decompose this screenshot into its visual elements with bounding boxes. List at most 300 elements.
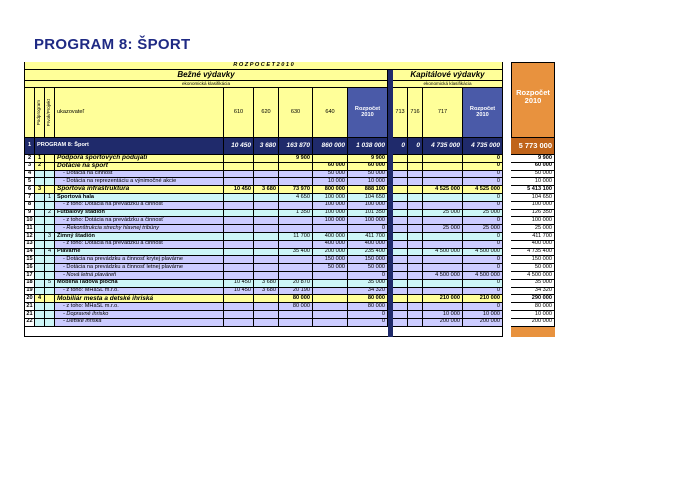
row-label: - z toho: Dotácia na prevádzku a činnosť bbox=[55, 217, 224, 225]
value-v716 bbox=[408, 256, 423, 264]
value-v620 bbox=[254, 241, 279, 249]
value-v713 bbox=[393, 249, 408, 257]
value-v610 bbox=[224, 210, 254, 218]
value-v717: 10 000 bbox=[423, 311, 463, 319]
value-v713 bbox=[393, 233, 408, 241]
podprogram-number bbox=[35, 288, 45, 296]
prvok-number: 2 bbox=[45, 210, 55, 218]
value-rb: 0 bbox=[348, 311, 388, 319]
program-value-v717: 4 735 000 bbox=[423, 138, 463, 155]
value-v630: 4 650 bbox=[279, 194, 313, 202]
value-v640: 400 000 bbox=[313, 241, 348, 249]
value-rb: 411 700 bbox=[348, 233, 388, 241]
row-label: - z toho: MHaSL m.r.o. bbox=[55, 303, 224, 311]
value-v713 bbox=[393, 303, 408, 311]
row-total: 100 000 bbox=[511, 217, 555, 225]
row-label: - Dotácia na reprezentáciu a výnimočné akcie bbox=[55, 178, 224, 186]
row-number: 20 bbox=[25, 295, 35, 303]
row-total: 10 000 bbox=[511, 178, 555, 186]
row-total: 34 320 bbox=[511, 288, 555, 296]
value-rk: 200 000 bbox=[463, 319, 503, 327]
value-v620 bbox=[254, 233, 279, 241]
value-v640: 200 000 bbox=[313, 249, 348, 257]
value-v716 bbox=[408, 264, 423, 272]
row-number-header bbox=[25, 88, 35, 138]
row-total: 104 650 bbox=[511, 194, 555, 202]
value-v620 bbox=[254, 249, 279, 257]
prvok-number bbox=[45, 264, 55, 272]
value-v717: 4 500 000 bbox=[423, 249, 463, 257]
value-rk: 0 bbox=[463, 194, 503, 202]
value-v610 bbox=[224, 319, 254, 327]
value-v717 bbox=[423, 171, 463, 179]
value-v630 bbox=[279, 319, 313, 327]
podprogram-number bbox=[35, 225, 45, 233]
ek-klasifikacia-label: ekonomická klasifikácia bbox=[25, 81, 388, 88]
row-label: - z toho: Dotácia na prevádzku a činnosť bbox=[55, 241, 224, 249]
row-number: 19 bbox=[25, 288, 35, 296]
value-rb: 50 000 bbox=[348, 264, 388, 272]
value-v640: 100 000 bbox=[313, 210, 348, 218]
value-rb: 0 bbox=[348, 319, 388, 327]
podprogram-number bbox=[35, 249, 45, 257]
value-v610: 10 450 bbox=[224, 288, 254, 296]
prvok-number bbox=[45, 272, 55, 280]
value-rk: 0 bbox=[463, 303, 503, 311]
value-v716 bbox=[408, 178, 423, 186]
row-label: Futbalový štadión bbox=[55, 210, 224, 218]
value-v610 bbox=[224, 303, 254, 311]
value-rk: 0 bbox=[463, 241, 503, 249]
row-number: 8 bbox=[25, 202, 35, 210]
value-rb: 60 000 bbox=[348, 163, 388, 171]
bezne-vydavky-header: Bežné výdavky bbox=[25, 70, 388, 81]
program-value-v630: 163 870 bbox=[279, 138, 313, 155]
row-label: Dotácie na šport bbox=[55, 163, 224, 171]
ek-klasifikacia-label: ekonomická klasifikácia bbox=[393, 81, 503, 88]
row-total: 60 000 bbox=[511, 163, 555, 171]
value-v610 bbox=[224, 202, 254, 210]
value-v717 bbox=[423, 217, 463, 225]
value-v716 bbox=[408, 272, 423, 280]
value-v716 bbox=[408, 194, 423, 202]
row-number: 21 bbox=[25, 311, 35, 319]
value-v630 bbox=[279, 272, 313, 280]
row-number: 11 bbox=[25, 225, 35, 233]
podprogram-number bbox=[35, 241, 45, 249]
rozpocet-2010-bezne-header: Rozpočet 2010 bbox=[348, 88, 388, 138]
value-v630 bbox=[279, 217, 313, 225]
row-total: 4 500 000 bbox=[511, 272, 555, 280]
value-v716 bbox=[408, 155, 423, 163]
value-v717 bbox=[423, 256, 463, 264]
value-rb: 100 000 bbox=[348, 217, 388, 225]
program-label: PROGRAM 8: Šport bbox=[35, 138, 224, 155]
value-v640: 50 000 bbox=[313, 171, 348, 179]
value-v713 bbox=[393, 210, 408, 218]
row-number: 7 bbox=[25, 194, 35, 202]
program-value-v610: 10 450 bbox=[224, 138, 254, 155]
value-v630 bbox=[279, 171, 313, 179]
value-v713 bbox=[393, 163, 408, 171]
row-label: Športová hala bbox=[55, 194, 224, 202]
podprogram-number bbox=[35, 194, 45, 202]
value-rk: 210 000 bbox=[463, 295, 503, 303]
value-rk: 4 500 000 bbox=[463, 249, 503, 257]
value-v717 bbox=[423, 303, 463, 311]
prvok-header bbox=[45, 88, 55, 138]
podprogram-number bbox=[35, 210, 45, 218]
row-label: - Dotácia na prevádzku a činnosť letnej plavárne bbox=[55, 264, 224, 272]
value-v716 bbox=[408, 303, 423, 311]
row-number: 17 bbox=[25, 272, 35, 280]
value-v713 bbox=[393, 280, 408, 288]
program-value-v713: 0 bbox=[393, 138, 408, 155]
podprogram-number bbox=[35, 233, 45, 241]
row-number: 3 bbox=[25, 163, 35, 171]
row-total: 100 000 bbox=[511, 202, 555, 210]
value-v640: 10 000 bbox=[313, 178, 348, 186]
ukazovatel-header: ukazovateľ bbox=[55, 88, 224, 138]
value-v717 bbox=[423, 233, 463, 241]
value-v630 bbox=[279, 202, 313, 210]
value-v620 bbox=[254, 225, 279, 233]
podprogram-number: 2 bbox=[35, 163, 45, 171]
value-v620: 3 680 bbox=[254, 186, 279, 194]
value-v713 bbox=[393, 171, 408, 179]
value-rb: 0 bbox=[348, 272, 388, 280]
value-v717 bbox=[423, 264, 463, 272]
value-rb: 100 000 bbox=[348, 202, 388, 210]
row-number: 4 bbox=[25, 171, 35, 179]
value-v610 bbox=[224, 171, 254, 179]
value-v716 bbox=[408, 163, 423, 171]
value-v620 bbox=[254, 194, 279, 202]
podprogram-number: 3 bbox=[35, 186, 45, 194]
row-number: 9 bbox=[25, 210, 35, 218]
prvok-number bbox=[45, 319, 55, 327]
value-rk: 25 000 bbox=[463, 210, 503, 218]
value-v640: 150 000 bbox=[313, 256, 348, 264]
value-rb: 0 bbox=[348, 225, 388, 233]
row-label: - z toho: Dotácia na prevádzku a činnosť bbox=[55, 202, 224, 210]
row-total: 411 700 bbox=[511, 233, 555, 241]
prvok-number bbox=[45, 295, 55, 303]
value-v640 bbox=[313, 155, 348, 163]
rozpocet-2010-kap-header: Rozpočet 2010 bbox=[463, 88, 503, 138]
program-value-rb: 1 038 000 bbox=[348, 138, 388, 155]
value-v640 bbox=[313, 272, 348, 280]
value-rk: 0 bbox=[463, 155, 503, 163]
row-total: 50 000 bbox=[511, 171, 555, 179]
value-v717: 25 000 bbox=[423, 210, 463, 218]
code-header-630: 630 bbox=[279, 88, 313, 138]
value-v610 bbox=[224, 256, 254, 264]
value-v713 bbox=[393, 311, 408, 319]
row-total: 80 000 bbox=[511, 303, 555, 311]
value-v630: 1 350 bbox=[279, 210, 313, 218]
row-label: - Detské ihriská bbox=[55, 319, 224, 327]
value-rk: 0 bbox=[463, 178, 503, 186]
value-v630: 80 000 bbox=[279, 295, 313, 303]
podprogram-number bbox=[35, 171, 45, 179]
row-number: 12 bbox=[25, 233, 35, 241]
prvok-number bbox=[45, 202, 55, 210]
value-rb: 9 900 bbox=[348, 155, 388, 163]
value-v620: 3 680 bbox=[254, 280, 279, 288]
row-number: 2 bbox=[25, 155, 35, 163]
row-label: Zimný štadión bbox=[55, 233, 224, 241]
prvok-number: 1 bbox=[45, 194, 55, 202]
value-v610 bbox=[224, 311, 254, 319]
prvok-number bbox=[45, 303, 55, 311]
value-v717 bbox=[423, 163, 463, 171]
value-v620 bbox=[254, 217, 279, 225]
value-v713 bbox=[393, 295, 408, 303]
value-v610 bbox=[224, 217, 254, 225]
value-rb: 80 000 bbox=[348, 303, 388, 311]
row-total: 35 000 bbox=[511, 280, 555, 288]
value-v620 bbox=[254, 264, 279, 272]
value-v610: 10 450 bbox=[224, 280, 254, 288]
value-v620 bbox=[254, 163, 279, 171]
value-v620 bbox=[254, 178, 279, 186]
row-total: 10 000 bbox=[511, 311, 555, 319]
value-v713 bbox=[393, 241, 408, 249]
value-rb: 235 400 bbox=[348, 249, 388, 257]
value-v610 bbox=[224, 233, 254, 241]
row-total: 5 413 100 bbox=[511, 186, 555, 194]
value-v640: 100 000 bbox=[313, 217, 348, 225]
value-rb: 104 650 bbox=[348, 194, 388, 202]
value-v610: 10 450 bbox=[224, 186, 254, 194]
value-v610 bbox=[224, 194, 254, 202]
value-rk: 0 bbox=[463, 280, 503, 288]
prvok-number bbox=[45, 311, 55, 319]
value-v620 bbox=[254, 295, 279, 303]
value-v713 bbox=[393, 319, 408, 327]
row-number: 22 bbox=[25, 319, 35, 327]
value-rk: 0 bbox=[463, 264, 503, 272]
row-number: 13 bbox=[25, 241, 35, 249]
row-label: - Nová letná plaváreň bbox=[55, 272, 224, 280]
row-label: Mobilná ľadová plocha bbox=[55, 280, 224, 288]
value-v716 bbox=[408, 295, 423, 303]
value-rk: 0 bbox=[463, 171, 503, 179]
value-v716 bbox=[408, 319, 423, 327]
value-v610 bbox=[224, 163, 254, 171]
prvok-number bbox=[45, 178, 55, 186]
value-v640 bbox=[313, 319, 348, 327]
value-v713 bbox=[393, 186, 408, 194]
value-v640: 400 000 bbox=[313, 233, 348, 241]
value-v717 bbox=[423, 194, 463, 202]
value-v717 bbox=[423, 288, 463, 296]
value-v620 bbox=[254, 303, 279, 311]
podprogram-number bbox=[35, 178, 45, 186]
value-rk: 0 bbox=[463, 288, 503, 296]
value-v717 bbox=[423, 202, 463, 210]
value-v620 bbox=[254, 319, 279, 327]
row-total: 9 900 bbox=[511, 155, 555, 163]
value-v713 bbox=[393, 202, 408, 210]
value-v630: 11 700 bbox=[279, 233, 313, 241]
prvok-label: Prvok/Projekt bbox=[46, 98, 52, 127]
value-v713 bbox=[393, 217, 408, 225]
value-v640 bbox=[313, 311, 348, 319]
row-label: Športová infraštruktúra bbox=[55, 186, 224, 194]
podprogram-number bbox=[35, 311, 45, 319]
value-v630: 73 970 bbox=[279, 186, 313, 194]
value-v717 bbox=[423, 241, 463, 249]
podprogram-number bbox=[35, 280, 45, 288]
value-rb: 50 000 bbox=[348, 171, 388, 179]
value-v713 bbox=[393, 264, 408, 272]
program-total: 5 773 000 bbox=[511, 138, 555, 155]
rozpocet-header: R O Z P O Č E T 2 0 1 0 bbox=[25, 62, 503, 70]
value-rk: 4 500 000 bbox=[463, 272, 503, 280]
value-v630 bbox=[279, 264, 313, 272]
kapitalove-vydavky-header: Kapitálové výdavky bbox=[393, 70, 503, 81]
value-rk: 0 bbox=[463, 233, 503, 241]
value-rb: 400 000 bbox=[348, 241, 388, 249]
value-v640 bbox=[313, 295, 348, 303]
row-number: 18 bbox=[25, 280, 35, 288]
row-number: 15 bbox=[25, 256, 35, 264]
value-v640: 50 000 bbox=[313, 264, 348, 272]
prvok-number bbox=[45, 217, 55, 225]
row-label: - Rekonštrukcia strechy hlavnej tribúny bbox=[55, 225, 224, 233]
code-header-717: 717 bbox=[423, 88, 463, 138]
value-v640 bbox=[313, 225, 348, 233]
prvok-number: 4 bbox=[45, 249, 55, 257]
prvok-number: 5 bbox=[45, 280, 55, 288]
value-v640 bbox=[313, 303, 348, 311]
value-rb: 101 350 bbox=[348, 210, 388, 218]
value-rk: 0 bbox=[463, 202, 503, 210]
value-v713 bbox=[393, 225, 408, 233]
value-v716 bbox=[408, 202, 423, 210]
value-v630 bbox=[279, 225, 313, 233]
podprogram-number bbox=[35, 202, 45, 210]
value-v716 bbox=[408, 311, 423, 319]
value-v620 bbox=[254, 311, 279, 319]
row-label: - Dotácia na činnosť bbox=[55, 171, 224, 179]
row-number: 1 bbox=[25, 138, 35, 155]
value-rb: 150 000 bbox=[348, 256, 388, 264]
value-v620 bbox=[254, 272, 279, 280]
value-v630: 35 400 bbox=[279, 249, 313, 257]
value-rk: 0 bbox=[463, 256, 503, 264]
value-rb: 34 320 bbox=[348, 288, 388, 296]
value-v610 bbox=[224, 178, 254, 186]
row-label: Mobiliár mesta a detské ihriská bbox=[55, 295, 224, 303]
value-v640: 100 000 bbox=[313, 194, 348, 202]
value-v630 bbox=[279, 241, 313, 249]
value-rk: 0 bbox=[463, 163, 503, 171]
value-v640 bbox=[313, 288, 348, 296]
value-v716 bbox=[408, 249, 423, 257]
podprogram-number bbox=[35, 319, 45, 327]
podprogram-number: 4 bbox=[35, 295, 45, 303]
column-gap bbox=[503, 62, 511, 337]
value-v713 bbox=[393, 155, 408, 163]
row-number: 16 bbox=[25, 264, 35, 272]
rozpocet-total-header: Rozpočet 2010 bbox=[511, 62, 555, 138]
prvok-number bbox=[45, 186, 55, 194]
value-v630: 80 000 bbox=[279, 303, 313, 311]
row-label: - z toho: MHaSL m.r.o. bbox=[55, 288, 224, 296]
value-v717 bbox=[423, 155, 463, 163]
value-v630 bbox=[279, 256, 313, 264]
value-v717: 210 000 bbox=[423, 295, 463, 303]
code-header-610: 610 bbox=[224, 88, 254, 138]
page-title: PROGRAM 8: ŠPORT bbox=[34, 36, 191, 53]
row-number: 14 bbox=[25, 249, 35, 257]
row-total: 4 735 400 bbox=[511, 249, 555, 257]
code-header-620: 620 bbox=[254, 88, 279, 138]
value-v610 bbox=[224, 249, 254, 257]
value-v717: 4 525 000 bbox=[423, 186, 463, 194]
value-v640: 800 000 bbox=[313, 186, 348, 194]
prvok-number bbox=[45, 171, 55, 179]
value-rb: 35 000 bbox=[348, 280, 388, 288]
value-v716 bbox=[408, 186, 423, 194]
podprogram-number bbox=[35, 272, 45, 280]
value-v630 bbox=[279, 311, 313, 319]
prvok-number bbox=[45, 163, 55, 171]
row-number: 6 bbox=[25, 186, 35, 194]
row-label: - Dotácia na prevádzku a činnosť krytej plavárne bbox=[55, 256, 224, 264]
value-v716 bbox=[408, 241, 423, 249]
value-v716 bbox=[408, 225, 423, 233]
row-label: Podpora športových podujatí bbox=[55, 155, 224, 163]
value-v630: 20 190 bbox=[279, 288, 313, 296]
program-value-v620: 3 680 bbox=[254, 138, 279, 155]
value-v640: 60 000 bbox=[313, 163, 348, 171]
value-v717: 4 500 000 bbox=[423, 272, 463, 280]
row-total: 200 000 bbox=[511, 319, 555, 327]
value-v717: 25 000 bbox=[423, 225, 463, 233]
podprogram-number: 1 bbox=[35, 155, 45, 163]
prvok-number bbox=[45, 225, 55, 233]
value-rk: 25 000 bbox=[463, 225, 503, 233]
value-rb: 80 000 bbox=[348, 295, 388, 303]
value-rk: 0 bbox=[463, 217, 503, 225]
value-v630: 9 900 bbox=[279, 155, 313, 163]
podprogram-number bbox=[35, 256, 45, 264]
value-v610 bbox=[224, 241, 254, 249]
row-total: 50 000 bbox=[511, 264, 555, 272]
program-value-v640: 860 000 bbox=[313, 138, 348, 155]
value-v716 bbox=[408, 171, 423, 179]
row-number: 10 bbox=[25, 217, 35, 225]
value-v713 bbox=[393, 272, 408, 280]
value-v610 bbox=[224, 295, 254, 303]
row-total: 400 000 bbox=[511, 241, 555, 249]
value-v713 bbox=[393, 194, 408, 202]
value-v620 bbox=[254, 171, 279, 179]
value-v640: 100 000 bbox=[313, 202, 348, 210]
prvok-number bbox=[45, 241, 55, 249]
value-rb: 888 100 bbox=[348, 186, 388, 194]
value-v610 bbox=[224, 155, 254, 163]
prvok-number bbox=[45, 155, 55, 163]
value-v716 bbox=[408, 288, 423, 296]
value-v610 bbox=[224, 225, 254, 233]
row-total: 25 000 bbox=[511, 225, 555, 233]
value-v713 bbox=[393, 288, 408, 296]
